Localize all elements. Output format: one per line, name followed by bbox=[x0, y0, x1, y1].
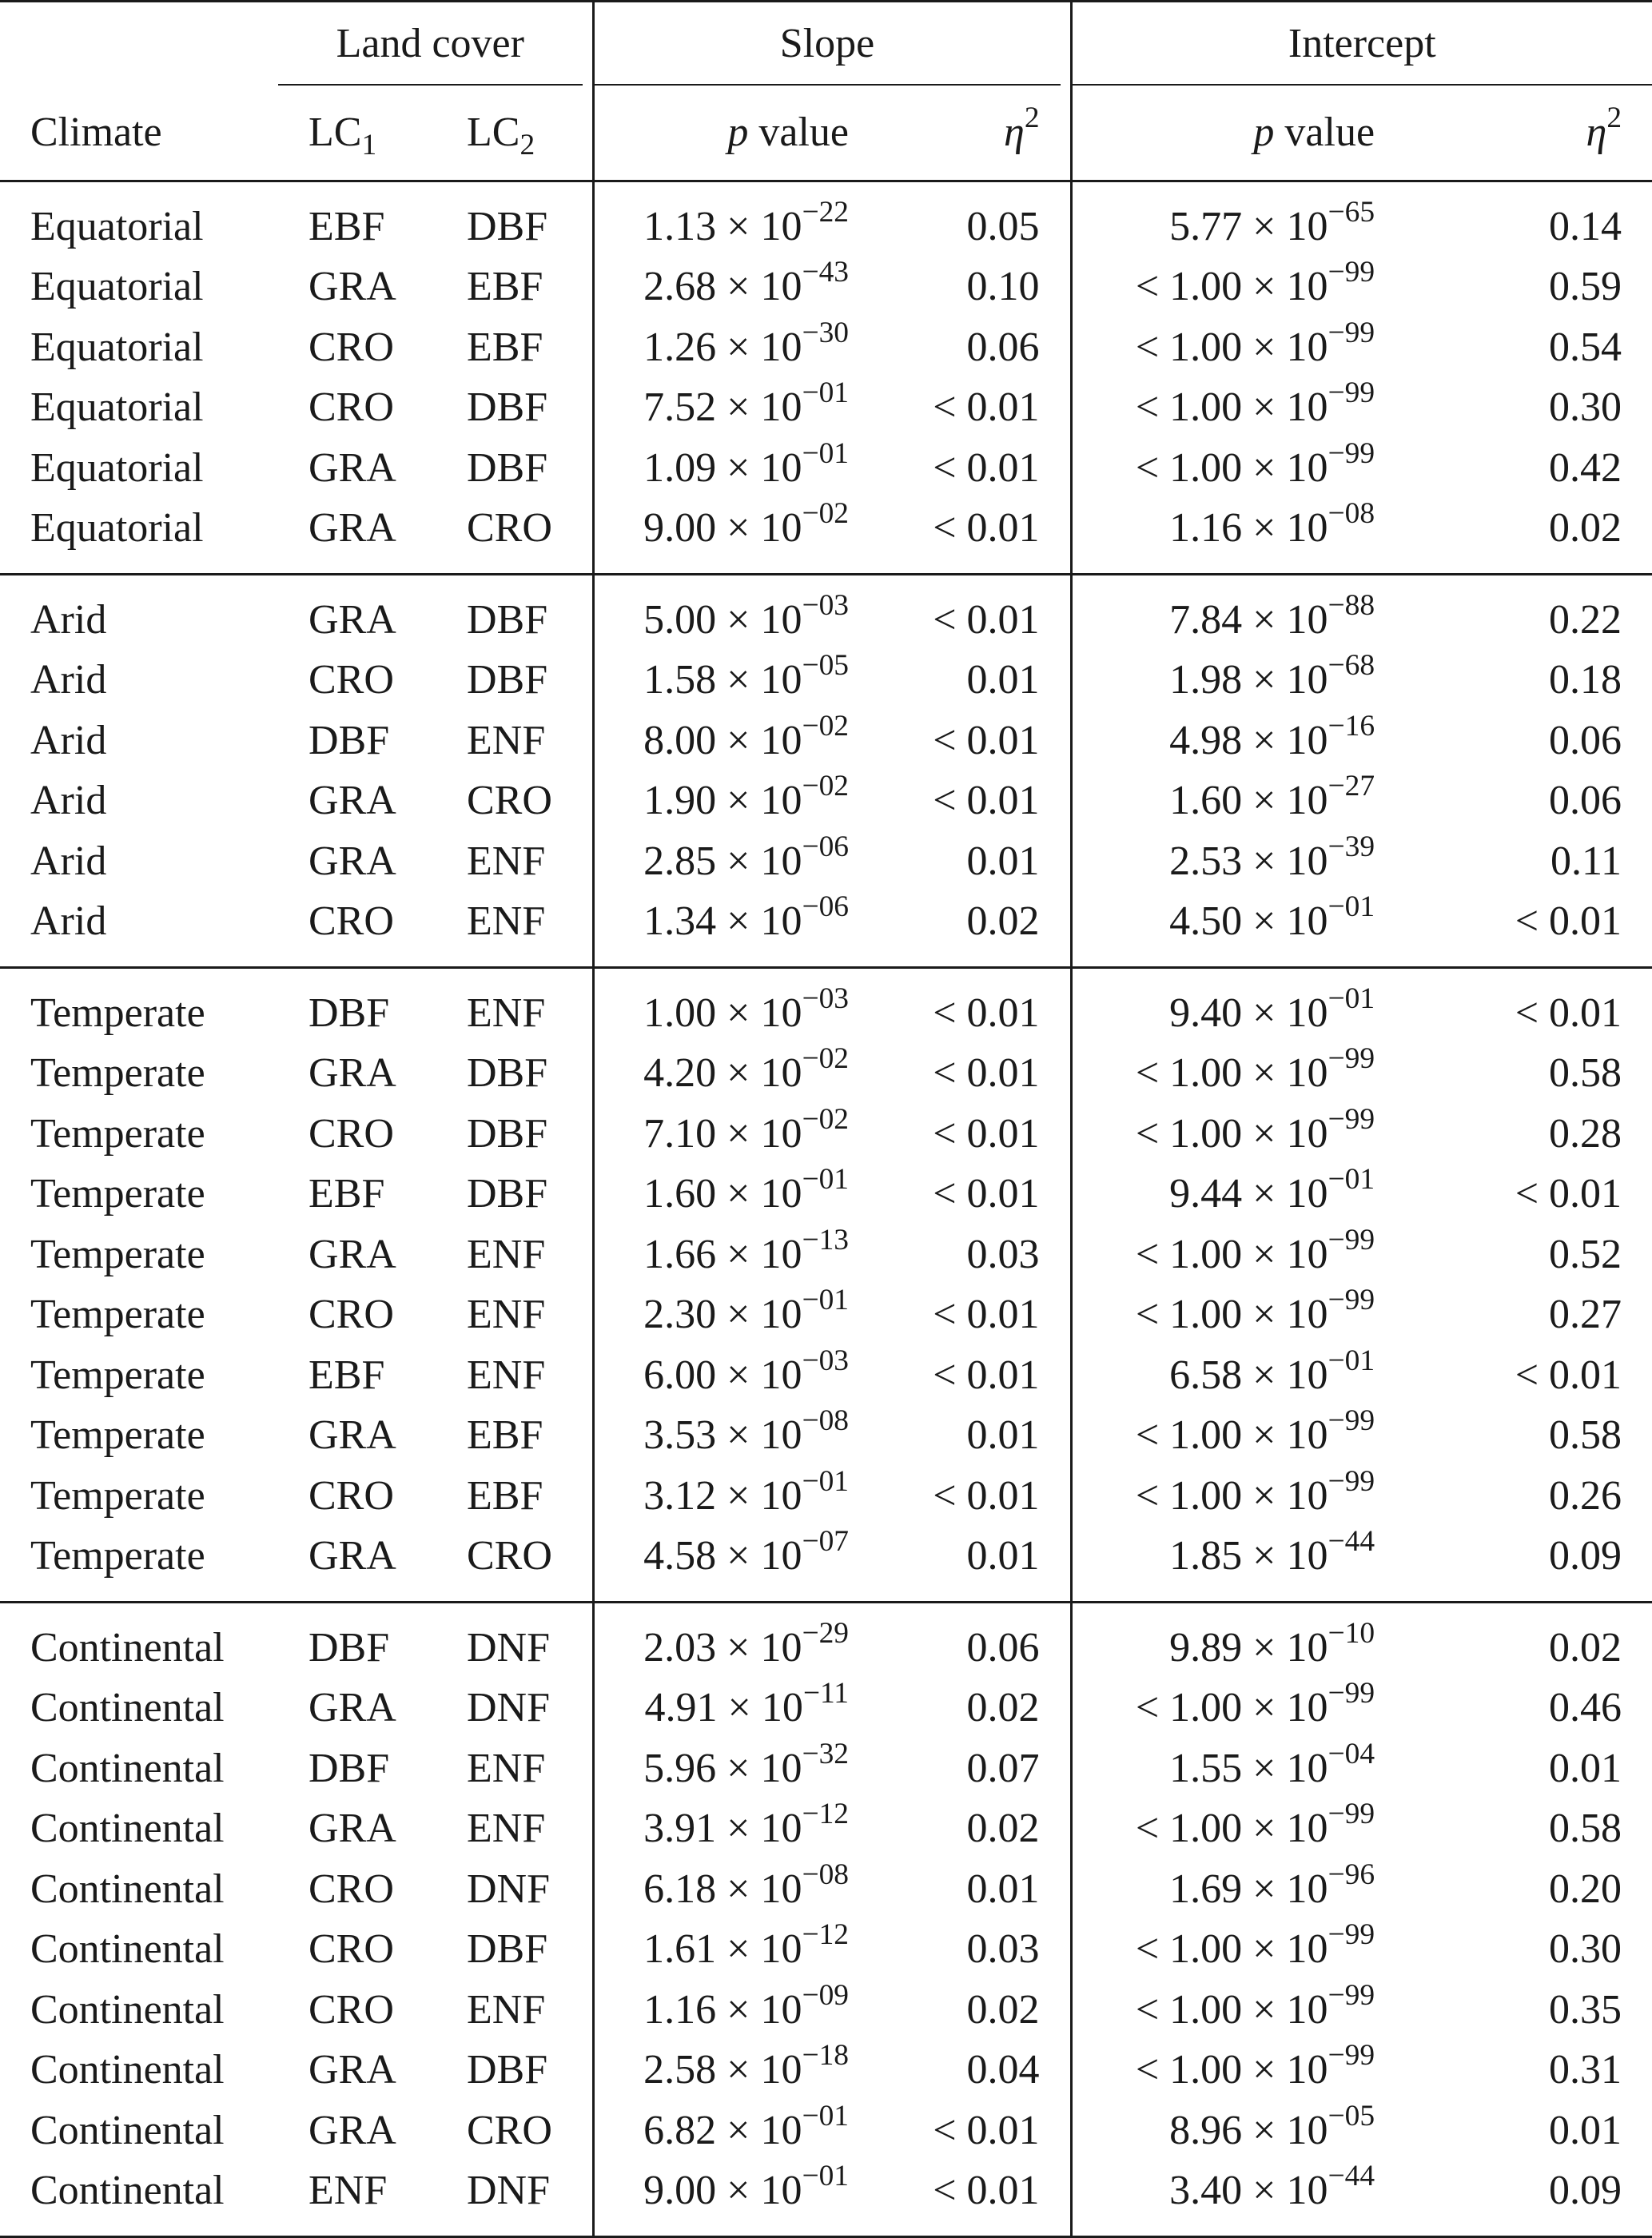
cell-climate: Equatorial bbox=[30, 384, 204, 431]
table-row bbox=[0, 1406, 1652, 1467]
cell-lc1: GRA bbox=[309, 444, 396, 491]
table-row bbox=[0, 2101, 1652, 2161]
cell-intercept-p-value: < $1.00 \times 10^{-99}$ bbox=[1071, 1920, 1403, 1981]
cell-lc1: GRA bbox=[309, 838, 396, 884]
cell-climate: Continental bbox=[30, 1745, 225, 1791]
cell-slope-eta-squared: < 0.01 bbox=[933, 1171, 1040, 1217]
cell-intercept-p-value: < $1.00 \times 10^{-99}$ bbox=[1071, 317, 1403, 378]
table-row bbox=[0, 1285, 1652, 1346]
cell-climate: Temperate bbox=[30, 1231, 205, 1277]
cell-slope-p-value: $9.00 \times 10^{-02}$ bbox=[593, 499, 878, 575]
cell-slope-p-value: $6.82 \times 10^{-01}$ bbox=[593, 2101, 878, 2161]
cell-climate: Arid bbox=[30, 657, 107, 703]
cell-intercept-p-value: < $1.00 \times 10^{-99}$ bbox=[1071, 1225, 1403, 1285]
cell-slope-p-value: $2.03 \times 10^{-29}$ bbox=[593, 1603, 878, 1678]
cell-slope-p-value: $5.96 \times 10^{-32}$ bbox=[593, 1738, 878, 1799]
cell-lc2: CRO bbox=[467, 505, 552, 552]
cell-slope-eta-squared: < 0.01 bbox=[933, 505, 1040, 552]
cell-lc2: DBF bbox=[467, 1110, 548, 1157]
cell-climate: Arid bbox=[30, 898, 107, 945]
cell-slope-p-value: $1.16 \times 10^{-09}$ bbox=[593, 1980, 878, 2041]
cell-intercept-eta-squared: 0.02 bbox=[1549, 505, 1622, 552]
table-row bbox=[0, 1527, 1652, 1603]
cell-slope-eta-squared: < 0.01 bbox=[933, 444, 1040, 491]
cell-climate: Arid bbox=[30, 717, 107, 763]
cell-lc1: GRA bbox=[309, 1050, 396, 1097]
cell-lc2: ENF bbox=[467, 1986, 546, 2033]
table-row bbox=[0, 575, 1652, 651]
table-body bbox=[0, 181, 1652, 2237]
cell-lc1: GRA bbox=[309, 2047, 396, 2093]
cell-intercept-p-value: $7.84 \times 10^{-88}$ bbox=[1071, 575, 1403, 651]
cell-lc1: EBF bbox=[309, 203, 385, 249]
cell-lc1: GRA bbox=[309, 1231, 396, 1277]
cell-lc2: DBF bbox=[467, 1171, 548, 1217]
cell-slope-eta-squared: 0.01 bbox=[966, 657, 1040, 703]
table-row bbox=[0, 1104, 1652, 1165]
cell-slope-p-value: $4.58 \times 10^{-07}$ bbox=[593, 1527, 878, 1603]
cell-intercept-eta-squared: 0.20 bbox=[1549, 1866, 1622, 1912]
cell-slope-eta-squared: < 0.01 bbox=[933, 717, 1040, 763]
cell-slope-eta-squared: < 0.01 bbox=[933, 1110, 1040, 1157]
cell-slope-eta-squared: 0.02 bbox=[966, 1986, 1040, 2033]
cell-intercept-p-value: $9.44 \times 10^{-01}$ bbox=[1071, 1165, 1403, 1225]
cell-lc2: DBF bbox=[436, 575, 593, 651]
cell-intercept-p-value: $5.77 \times 10^{-65}$ bbox=[1071, 181, 1403, 257]
cell-lc1: GRA bbox=[309, 1533, 396, 1579]
cell-lc2: DBF bbox=[467, 444, 548, 491]
table-row bbox=[0, 181, 1652, 257]
cell-lc1: CRO bbox=[309, 898, 394, 945]
cell-climate: Temperate bbox=[30, 1171, 205, 1217]
table-row bbox=[0, 1678, 1652, 1739]
cell-slope-p-value: $8.00 \times 10^{-02}$ bbox=[593, 711, 878, 771]
cell-slope-p-value: $1.61 \times 10^{-12}$ bbox=[593, 1920, 878, 1981]
cell-intercept-p-value: < $1.00 \times 10^{-99}$ bbox=[1071, 1980, 1403, 2041]
cell-slope-eta-squared: 0.06 bbox=[966, 324, 1040, 370]
cell-intercept-eta-squared: 0.52 bbox=[1549, 1231, 1622, 1277]
cell-climate: Equatorial bbox=[30, 203, 204, 249]
cell-intercept-p-value: $1.16 \times 10^{-08}$ bbox=[1071, 499, 1403, 575]
cell-climate: Temperate bbox=[30, 1352, 205, 1398]
cell-slope-eta-squared: 0.01 bbox=[966, 1412, 1040, 1459]
cell-climate: Continental bbox=[30, 1685, 225, 1731]
table-row bbox=[0, 438, 1652, 499]
cell-intercept-eta-squared: 0.06 bbox=[1549, 717, 1622, 763]
cell-intercept-eta-squared: 0.27 bbox=[1549, 1292, 1622, 1338]
table-row bbox=[0, 1466, 1652, 1527]
cell-lc1: EBF bbox=[309, 1171, 385, 1217]
cell-intercept-p-value: < $1.00 \times 10^{-99}$ bbox=[1071, 438, 1403, 499]
cell-slope-p-value: $6.00 \times 10^{-03}$ bbox=[593, 1345, 878, 1406]
cell-slope-eta-squared: < 0.01 bbox=[933, 384, 1040, 431]
table-row bbox=[0, 378, 1652, 439]
cell-intercept-eta-squared: 0.30 bbox=[1549, 384, 1622, 431]
cell-intercept-p-value: < $1.00 \times 10^{-99}$ bbox=[1071, 1406, 1403, 1467]
cell-lc2: DBF bbox=[467, 1926, 548, 1973]
cell-intercept-p-value: $3.40 \times 10^{-44}$ bbox=[1071, 2161, 1403, 2237]
cell-slope-p-value: $1.34 \times 10^{-06}$ bbox=[593, 892, 878, 968]
table-row bbox=[0, 2161, 1652, 2237]
cell-slope-p-value: $1.66 \times 10^{-13}$ bbox=[593, 1225, 878, 1285]
table-header bbox=[0, 2, 1652, 181]
cell-lc2: DNF bbox=[467, 1866, 551, 1912]
cell-slope-p-value: $3.53 \times 10^{-08}$ bbox=[593, 1406, 878, 1467]
cell-lc2: ENF bbox=[467, 1745, 546, 1791]
cell-intercept-p-value: < $1.00 \times 10^{-99}$ bbox=[1071, 2041, 1403, 2101]
cell-slope-p-value: $3.91 \times 10^{-12}$ bbox=[593, 1799, 878, 1860]
cell-lc1: DBF bbox=[309, 717, 390, 763]
cell-lc2: ENF bbox=[467, 838, 546, 884]
cell-climate: Arid bbox=[30, 838, 107, 884]
cell-intercept-p-value: < $1.00 \times 10^{-99}$ bbox=[1071, 1285, 1403, 1346]
table-row bbox=[0, 1603, 1652, 1678]
cell-intercept-eta-squared: 0.14 bbox=[1549, 203, 1622, 249]
table-row bbox=[0, 968, 1652, 1044]
table-row bbox=[0, 831, 1652, 892]
cell-intercept-eta-squared: 0.06 bbox=[1549, 778, 1622, 824]
cell-intercept-eta-squared: 0.58 bbox=[1549, 1050, 1622, 1097]
cell-lc2: DBF bbox=[467, 203, 548, 249]
cell-intercept-p-value: $1.98 \times 10^{-68}$ bbox=[1071, 651, 1403, 711]
cell-lc1: DBF bbox=[309, 1745, 390, 1791]
cell-climate: Temperate bbox=[30, 1533, 205, 1579]
cell-climate: Equatorial bbox=[30, 324, 204, 370]
cell-climate: Temperate bbox=[30, 1292, 205, 1338]
cell-lc2: ENF bbox=[467, 898, 546, 945]
cell-slope-p-value: $3.12 \times 10^{-01}$ bbox=[593, 1466, 878, 1527]
cell-lc2: CRO bbox=[467, 2107, 552, 2153]
cell-lc2: ENF bbox=[467, 717, 546, 763]
cell-intercept-eta-squared: 0.42 bbox=[1549, 444, 1622, 491]
header-land-cover: Land cover bbox=[278, 2, 583, 86]
cell-intercept-eta-squared: < 0.01 bbox=[1515, 1171, 1622, 1217]
cell-slope-p-value: $6.18 \times 10^{-08}$ bbox=[593, 1859, 878, 1920]
cell-intercept-p-value: $1.55 \times 10^{-04}$ bbox=[1071, 1738, 1403, 1799]
header-intercept-eta-squared: $\eta^2$ bbox=[1403, 86, 1652, 181]
cell-climate: Continental bbox=[30, 2047, 225, 2093]
cell-slope-eta-squared: 0.01 bbox=[966, 1866, 1040, 1912]
cell-intercept-p-value: $1.60 \times 10^{-27}$ bbox=[1071, 771, 1403, 832]
cell-climate: Temperate bbox=[0, 968, 278, 1044]
cell-climate: Equatorial bbox=[30, 444, 204, 491]
cell-slope-p-value: $4.91 \times 10^{-11}$ bbox=[593, 1678, 878, 1739]
cell-slope-p-value: $1.13 \times 10^{-22}$ bbox=[593, 181, 878, 257]
cell-lc1: CRO bbox=[309, 1110, 394, 1157]
table-row bbox=[0, 499, 1652, 575]
cell-climate: Continental bbox=[0, 1603, 278, 1678]
cell-slope-p-value: $2.68 \times 10^{-43}$ bbox=[593, 257, 878, 318]
cell-lc2: DBF bbox=[467, 657, 548, 703]
cell-lc1: ENF bbox=[278, 2161, 436, 2237]
cell-intercept-eta-squared: 0.01 bbox=[1549, 2107, 1622, 2153]
cell-intercept-eta-squared: 0.59 bbox=[1549, 264, 1622, 310]
cell-lc1: GRA bbox=[309, 505, 396, 552]
cell-slope-p-value: $2.30 \times 10^{-01}$ bbox=[593, 1285, 878, 1346]
cell-lc1: EBF bbox=[309, 1352, 385, 1398]
cell-lc1: CRO bbox=[309, 1926, 394, 1973]
cell-intercept-p-value: $8.96 \times 10^{-05}$ bbox=[1071, 2101, 1403, 2161]
cell-intercept-p-value: < $1.00 \times 10^{-99}$ bbox=[1071, 378, 1403, 439]
cell-lc1: GRA bbox=[309, 1412, 396, 1459]
cell-slope-eta-squared: < 0.01 bbox=[933, 2107, 1040, 2153]
cell-climate: Arid bbox=[30, 778, 107, 824]
cell-intercept-p-value: < $1.00 \times 10^{-99}$ bbox=[1071, 1678, 1403, 1739]
header-intercept: Intercept bbox=[1073, 2, 1652, 86]
cell-intercept-p-value: $1.69 \times 10^{-96}$ bbox=[1071, 1859, 1403, 1920]
cell-slope-eta-squared: 0.07 bbox=[966, 1745, 1040, 1791]
cell-lc2: CRO bbox=[467, 778, 552, 824]
header-slope-eta-squared: $\eta^2$ bbox=[878, 86, 1071, 181]
cell-slope-p-value: $1.90 \times 10^{-02}$ bbox=[593, 771, 878, 832]
cell-slope-p-value: $1.09 \times 10^{-01}$ bbox=[593, 438, 878, 499]
table-row bbox=[0, 771, 1652, 832]
header-slope-p-value: p value bbox=[593, 86, 878, 181]
cell-intercept-p-value: < $1.00 \times 10^{-99}$ bbox=[1071, 1799, 1403, 1860]
cell-intercept-eta-squared: 0.11 bbox=[1550, 838, 1622, 884]
cell-lc1: DBF bbox=[278, 1603, 436, 1678]
cell-intercept-eta-squared: < 0.01 bbox=[1403, 968, 1652, 1044]
cell-intercept-p-value: < $1.00 \times 10^{-99}$ bbox=[1071, 1104, 1403, 1165]
cell-lc1: GRA bbox=[309, 1806, 396, 1852]
cell-climate: Temperate bbox=[30, 1412, 205, 1459]
cell-lc2: EBF bbox=[467, 324, 543, 370]
cell-intercept-eta-squared: 0.58 bbox=[1549, 1412, 1622, 1459]
cell-intercept-eta-squared: 0.58 bbox=[1549, 1806, 1622, 1852]
cell-intercept-p-value: $9.40 \times 10^{-01}$ bbox=[1071, 968, 1403, 1044]
cell-intercept-p-value: $9.89 \times 10^{-10}$ bbox=[1071, 1603, 1403, 1678]
cell-slope-eta-squared: < 0.01 bbox=[933, 1050, 1040, 1097]
table-row bbox=[0, 1165, 1652, 1225]
cell-lc1: DBF bbox=[278, 968, 436, 1044]
table-row bbox=[0, 1859, 1652, 1920]
cell-intercept-eta-squared: < 0.01 bbox=[1515, 1352, 1622, 1398]
cell-climate: Continental bbox=[30, 1866, 225, 1912]
cell-lc2: DNF bbox=[436, 1603, 593, 1678]
cell-lc2: DBF bbox=[467, 384, 548, 431]
cell-lc1: GRA bbox=[278, 575, 436, 651]
cell-lc2: DNF bbox=[436, 2161, 593, 2237]
cell-lc2: EBF bbox=[467, 1412, 543, 1459]
cell-lc1: CRO bbox=[309, 1866, 394, 1912]
cell-lc2: ENF bbox=[467, 1806, 546, 1852]
cell-lc1: CRO bbox=[309, 1986, 394, 2033]
cell-slope-p-value: $1.26 \times 10^{-30}$ bbox=[593, 317, 878, 378]
cell-slope-eta-squared: < 0.01 bbox=[933, 1472, 1040, 1519]
cell-slope-eta-squared: 0.01 bbox=[966, 1533, 1040, 1579]
cell-intercept-eta-squared: 0.01 bbox=[1549, 1745, 1622, 1791]
cell-lc2: DBF bbox=[467, 2047, 548, 2093]
cell-climate: Continental bbox=[30, 1926, 225, 1973]
table-row bbox=[0, 1225, 1652, 1285]
cell-lc2: ENF bbox=[467, 1352, 546, 1398]
cell-slope-eta-squared: 0.02 bbox=[966, 1806, 1040, 1852]
cell-intercept-eta-squared: 0.54 bbox=[1549, 324, 1622, 370]
cell-slope-p-value: $1.60 \times 10^{-01}$ bbox=[593, 1165, 878, 1225]
cell-climate: Continental bbox=[30, 2107, 225, 2153]
header-slope: Slope bbox=[595, 2, 1061, 86]
cell-intercept-p-value: $6.58 \times 10^{-01}$ bbox=[1071, 1345, 1403, 1406]
cell-climate: Arid bbox=[0, 575, 278, 651]
cell-intercept-eta-squared: 0.46 bbox=[1549, 1685, 1622, 1731]
cell-slope-eta-squared: 0.03 bbox=[966, 1231, 1040, 1277]
cell-intercept-p-value: $4.50 \times 10^{-01}$ bbox=[1071, 892, 1403, 968]
cell-lc2: EBF bbox=[467, 1472, 543, 1519]
cell-climate: Temperate bbox=[30, 1050, 205, 1097]
cell-lc1: GRA bbox=[309, 2107, 396, 2153]
cell-slope-p-value: $1.58 \times 10^{-05}$ bbox=[593, 651, 878, 711]
cell-intercept-eta-squared: 0.26 bbox=[1549, 1472, 1622, 1519]
cell-slope-eta-squared: 0.06 bbox=[878, 1603, 1071, 1678]
cell-climate: Temperate bbox=[30, 1472, 205, 1519]
cell-intercept-p-value: < $1.00 \times 10^{-99}$ bbox=[1071, 257, 1403, 318]
cell-slope-eta-squared: < 0.01 bbox=[878, 968, 1071, 1044]
cell-slope-eta-squared: 0.05 bbox=[966, 203, 1040, 249]
cell-intercept-eta-squared: 0.02 bbox=[1403, 1603, 1652, 1678]
table-row bbox=[0, 651, 1652, 711]
cell-intercept-eta-squared: 0.35 bbox=[1549, 1986, 1622, 2033]
cell-slope-eta-squared: 0.03 bbox=[966, 1926, 1040, 1973]
cell-slope-eta-squared: < 0.01 bbox=[933, 1292, 1040, 1338]
cell-slope-eta-squared: < 0.01 bbox=[933, 778, 1040, 824]
cell-slope-p-value: $7.52 \times 10^{-01}$ bbox=[593, 378, 878, 439]
cell-intercept-eta-squared: 0.09 bbox=[1403, 2161, 1652, 2237]
cell-slope-p-value: $1.00 \times 10^{-03}$ bbox=[593, 968, 878, 1044]
table-row bbox=[0, 892, 1652, 968]
cell-lc1: CRO bbox=[309, 324, 394, 370]
cell-lc1: CRO bbox=[309, 1472, 394, 1519]
cell-lc2: EBF bbox=[467, 264, 543, 310]
cell-intercept-p-value: < $1.00 \times 10^{-99}$ bbox=[1071, 1044, 1403, 1105]
cell-lc1: GRA bbox=[309, 1685, 396, 1731]
cell-slope-eta-squared: 0.10 bbox=[966, 264, 1040, 310]
cell-slope-p-value: $2.58 \times 10^{-18}$ bbox=[593, 2041, 878, 2101]
cell-intercept-eta-squared: 0.18 bbox=[1549, 657, 1622, 703]
cell-lc2: ENF bbox=[436, 968, 593, 1044]
cell-lc1: CRO bbox=[309, 1292, 394, 1338]
cell-lc1: CRO bbox=[309, 384, 394, 431]
cell-slope-eta-squared: < 0.01 bbox=[878, 2161, 1071, 2237]
table-row bbox=[0, 1799, 1652, 1860]
table-row bbox=[0, 1345, 1652, 1406]
cell-intercept-eta-squared: 0.30 bbox=[1549, 1926, 1622, 1973]
cell-slope-eta-squared: 0.04 bbox=[966, 2047, 1040, 2093]
header-climate: Climate bbox=[0, 86, 278, 181]
cell-climate: Temperate bbox=[30, 1110, 205, 1157]
cell-slope-p-value: $4.20 \times 10^{-02}$ bbox=[593, 1044, 878, 1105]
cell-lc2: ENF bbox=[467, 1292, 546, 1338]
cell-intercept-p-value: $4.98 \times 10^{-16}$ bbox=[1071, 711, 1403, 771]
cell-climate: Continental bbox=[30, 1986, 225, 2033]
cell-climate: Continental bbox=[30, 1806, 225, 1852]
table-row bbox=[0, 711, 1652, 771]
cell-slope-eta-squared: < 0.01 bbox=[878, 575, 1071, 651]
table-row bbox=[0, 1980, 1652, 2041]
cell-climate: Equatorial bbox=[30, 264, 204, 310]
table-row bbox=[0, 1738, 1652, 1799]
cell-intercept-p-value: < $1.00 \times 10^{-99}$ bbox=[1071, 1466, 1403, 1527]
cell-slope-eta-squared: 0.02 bbox=[966, 898, 1040, 945]
cell-intercept-eta-squared: 0.22 bbox=[1403, 575, 1652, 651]
cell-lc2: CRO bbox=[467, 1533, 552, 1579]
table-row bbox=[0, 1044, 1652, 1105]
cell-lc1: GRA bbox=[309, 778, 396, 824]
cell-slope-eta-squared: < 0.01 bbox=[933, 1352, 1040, 1398]
cell-climate: Continental bbox=[0, 2161, 278, 2237]
cell-lc2: DBF bbox=[467, 1050, 548, 1097]
cell-intercept-eta-squared: 0.31 bbox=[1549, 2047, 1622, 2093]
cell-slope-p-value: $7.10 \times 10^{-02}$ bbox=[593, 1104, 878, 1165]
table-row bbox=[0, 1920, 1652, 1981]
cell-intercept-eta-squared: < 0.01 bbox=[1515, 898, 1622, 945]
cell-slope-p-value: $2.85 \times 10^{-06}$ bbox=[593, 831, 878, 892]
cell-lc1: GRA bbox=[309, 264, 396, 310]
cell-slope-p-value: $5.00 \times 10^{-03}$ bbox=[593, 575, 878, 651]
table-row bbox=[0, 257, 1652, 318]
cell-intercept-eta-squared: 0.09 bbox=[1549, 1533, 1622, 1579]
cell-intercept-p-value: $1.85 \times 10^{-44}$ bbox=[1071, 1527, 1403, 1603]
cell-slope-eta-squared: 0.02 bbox=[966, 1685, 1040, 1731]
header-intercept-p-value: p value bbox=[1071, 86, 1403, 181]
cell-lc2: ENF bbox=[467, 1231, 546, 1277]
cell-slope-p-value: $9.00 \times 10^{-01}$ bbox=[593, 2161, 878, 2237]
cell-intercept-p-value: $2.53 \times 10^{-39}$ bbox=[1071, 831, 1403, 892]
cell-intercept-eta-squared: 0.28 bbox=[1549, 1110, 1622, 1157]
header-lc1: $LC_1$ bbox=[278, 86, 436, 181]
cell-climate: Equatorial bbox=[30, 505, 204, 552]
table-row bbox=[0, 317, 1652, 378]
table-row bbox=[0, 2041, 1652, 2101]
cell-slope-eta-squared: 0.01 bbox=[966, 838, 1040, 884]
cell-lc1: CRO bbox=[309, 657, 394, 703]
cell-lc2: DNF bbox=[467, 1685, 551, 1731]
header-lc2: $LC_2$ bbox=[436, 86, 593, 181]
